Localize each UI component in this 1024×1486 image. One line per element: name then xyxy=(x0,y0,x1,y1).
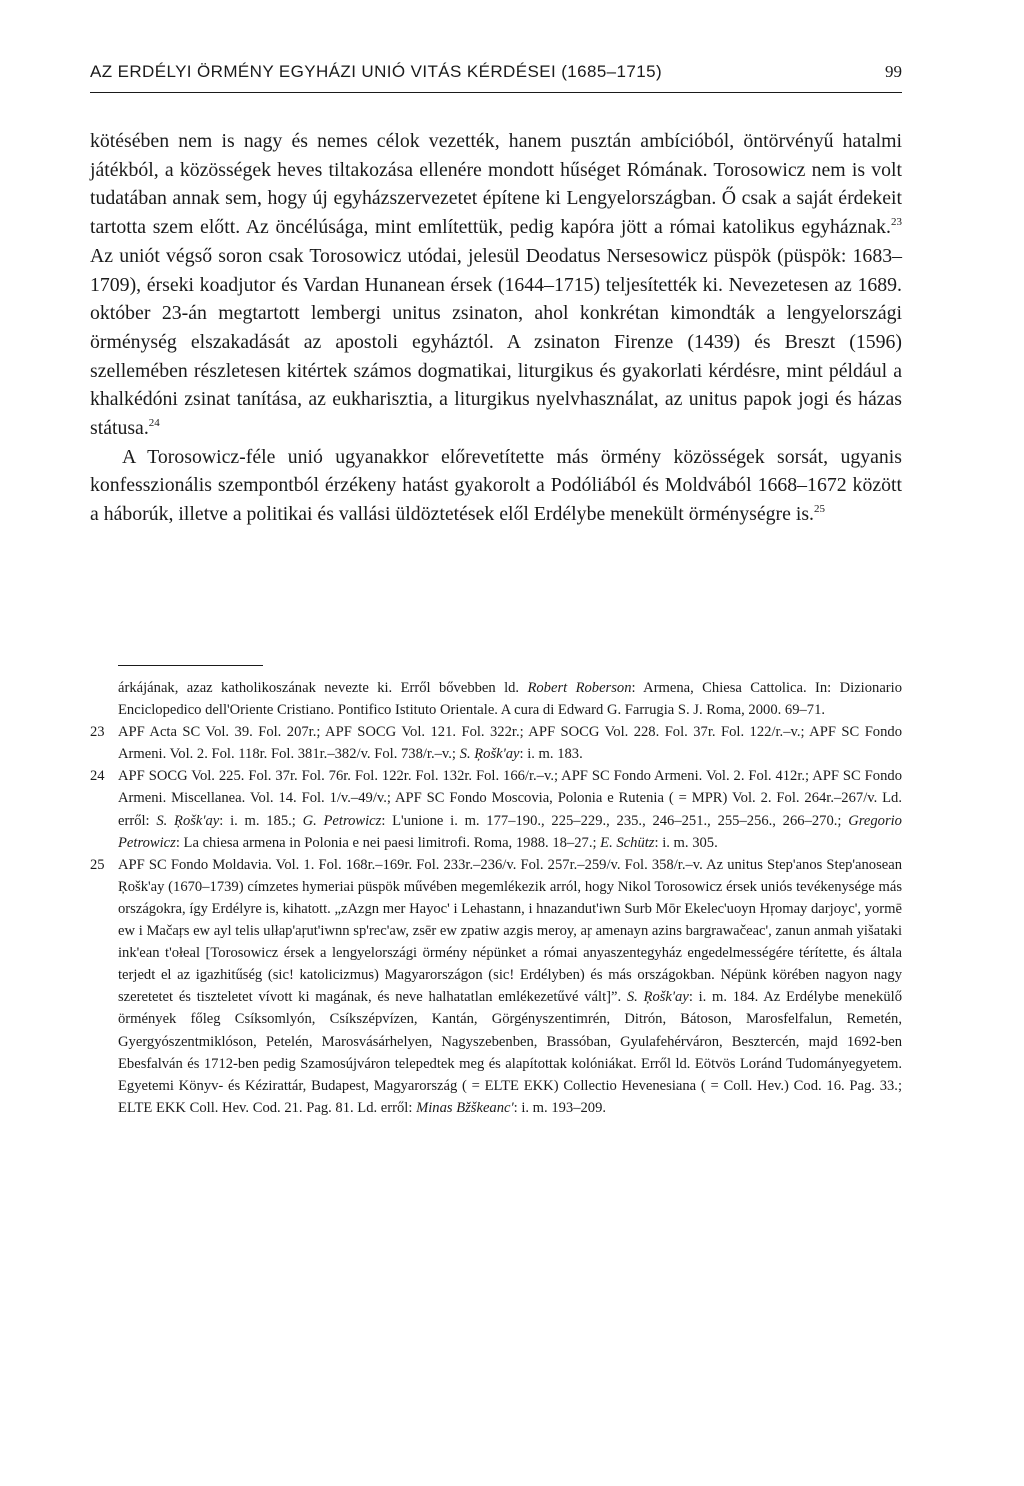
footnote-23-text-a: APF Acta SC Vol. 39. Fol. 207r.; APF SOCG Vol. 121. Fol. 322r.; APF SOCG Vol. 228. Fol. 37r. Fol. 122/r.–v.; APF SC Fondo Armeni. Vol. 2. Fol. 118r. Fol. 381r.–382/v. Fol. 738/r.–v.; xyxy=(118,724,902,763)
footnote-separator xyxy=(118,665,263,666)
footnote-ref-23[interactable]: 23 xyxy=(891,216,902,229)
footnote-23-text-b: : i. m. 183. xyxy=(519,746,583,763)
footnote-24-text-a: APF SOCG Vol. 225. Fol. 37r. Fol. 76r. Fol. 122r. Fol. 132r. Fol. 166/r.–v.; APF SC Fondo Armeni. Vol. 2. Fol. 412r.; APF SC Fondo Armeni. Miscellanea. Vol. 14. Fol. 1/v.–49/v.; APF SC Fondo Moscovia, Polonia e Rutenia ( = MPR) Vol. 2. Fol. 264r.–267/v. Ld. erről: xyxy=(118,768,902,829)
paragraph-1-text-b: Az uniót végső soron csak Torosowicz utódai, jelesül Deodatus Nersesowicz püspök (püspök: 1683–1709), érseki koadjutor és Vardan Hunanean érsek (1644–1715) teljesítették ki. Nevezetesen az 1689. október 23-án megtartott lembergi unitus zsinaton, ahol konkrétan kimondták a lengyelországi örménység elszakadását az apostoli egyháztól. A zsinaton Firenze (1439) és Breszt (1596) szellemében részletesen kitértek számos dogmatikai, liturgikus és gyakorlati kérdésre, mint például a khalkédóni zsinat tanítása, az eukharisztia, a liturgikus nyelvhasználat, az unitus papok jogi és házas státusa. xyxy=(90,244,902,440)
footnote-23-author: S. Ŗošk'ay xyxy=(459,746,520,763)
footnote-25 xyxy=(90,854,902,1119)
paragraph-1-text-a: kötésében nem is nagy és nemes célok vezették, hanem pusztán ambícióból, öntörvényű hatalmi játékból, a közösségek heves tiltakozása ellenére mondott hűséget Rómának. Torosowicz nem is volt tudatában annak sem, hogy új egyházszervezetet építene ki Lengyelországban. Ő csak a saját érdekeit tartotta szem előtt. Az öncélúsága, mint említettük, pedig kapóra jött a római katolikus egyháznak. xyxy=(90,130,902,239)
page-number: 99 xyxy=(885,62,902,81)
footnote-25-text-a: APF SC Fondo Moldavia. Vol. 1. Fol. 168r.–169r. Fol. 233r.–236/v. Fol. 257r.–259/v. Fol. 358/r.–v. Az unitus Step'anos Step'anosean Ŗošk'ay (1670–1739) címzetes hymeriai püspök művében megemlékezik arról, hogy Nikol Torosowicz érsek uniós tevékenysége más országokra, így Erdélyre is, kihatott. „zAzgn mer Hayoc' i Lehastann, i hnazandut'iwn Surb Mōr Ekelec'uoyn Hŗomay darjoyc', yormē ew i Mačaŗs ew ayl telis ulłap'aŗut'iwnn sp'rec'aw, zsēr ew zpatiw azgis meroy, aŗ amenayn azins bargrawačeac', zanun anmah yišataki ink'ean t'ołeal [Torosowicz érsek a lengyelországi örmény népünket a római anyaszentegyház engedelmességére térítette, és általa terjedt el az igazhitűség (sic! katolicizmus) Magyarországon (sic! Erdélyben) és más országokban. Népünk körében nagyon nagy szeretetet és tiszteletet vívott ki magának, és neve halhatatlan emlékezetűvé vált]”. xyxy=(118,856,902,1006)
running-title: AZ ERDÉLYI ÖRMÉNY EGYHÁZI UNIÓ VITÁS KÉRDÉSEI (1685–1715) xyxy=(90,62,663,81)
footnote-25-text-c: : i. m. 193–209. xyxy=(513,1099,607,1116)
footnote-24-text-d: : La chiesa armena in Polonia e nei paesi limitrofi. Roma, 1988. 18–27.; xyxy=(175,834,601,851)
footnote-24-author-4: E. Schütz xyxy=(600,834,655,851)
footnote-number: 25 xyxy=(90,856,105,873)
footnote-number: 24 xyxy=(90,768,105,785)
footnote-24 xyxy=(90,765,902,853)
footnote-cont-text-b: : Armena, Chiesa Cattolica. In: Dizionario Enciclopedico dell'Oriente Cristiano. Pontifico Istituto Orientale. A cura di Edward G. Farrugia S. J. Roma, 2000. 69–71. xyxy=(118,680,903,719)
running-header xyxy=(90,58,902,93)
footnote-24-author-1: S. Ŗošk'ay xyxy=(156,812,220,829)
footnote-25-author-1: S. Ŗošk'ay xyxy=(626,989,689,1006)
footnote-24-author-3: Gregorio Petrowicz xyxy=(118,812,902,851)
paragraph-2-text: A Torosowicz-féle unió ugyanakkor előrevetítette más örmény közösségek sorsát, ugyanis konfesszionális szempontból érzékeny hatást gyakorolt a Podóliából és Moldvából 1668–1672 között a háborúk, illetve a politikai és vallási üldöztetések elől Erdélybe menekült örménységre is. xyxy=(90,445,902,526)
footnote-25-author-2: Minas Bžškeanc' xyxy=(416,1099,514,1116)
footnote-cont-author: Robert Roberson xyxy=(527,680,632,696)
footnote-ref-24[interactable]: 24 xyxy=(148,417,160,430)
footnote-25-text-b: : i. m. 184. Az Erdélybe menekülő örmények főleg Csíksomlyón, Csíkszépvízen, Kantán, Görgényszentimrén, Ditrón, Bátoson, Marosfelfalun, Remetén, Gyergyószentmiklóson, Petelén, Marosvásárhelyen, Nagyszebenben, Brassóban, Gyulafehérváron, Besztercén, majd 1692-ben Ebesfalván és 1712-ben pedig Szamosújváron telepedtek meg és alapítottak kolóniákat. Erről ld. Eötvös Loránd Tudományegyetem. Egyetemi Könyv- és Kézirattár, Budapest, Magyarország ( = ELTE EKK) Collectio Hevenesiana ( = Coll. Hev.) Cod. 16. Pag. 33.; ELTE EKK Coll. Hev. Cod. 21. Pag. 81. Ld. erről: xyxy=(118,989,902,1116)
footnote-23 xyxy=(90,721,902,765)
footnote-ref-25[interactable]: 25 xyxy=(814,503,825,516)
footnote-24-author-2: G. Petrowicz xyxy=(302,812,382,829)
main-text xyxy=(90,127,902,529)
footnote-24-text-c: : L'unione i. m. 177–190., 225–229., 235., 246–251., 255–256., 266–270.; xyxy=(381,812,849,829)
footnote-continuation xyxy=(90,677,902,721)
paragraph-2 xyxy=(90,443,902,529)
footnote-24-text-e: : i. m. 305. xyxy=(654,834,718,851)
footnote-cont-text-a: árkájának, azaz katholikoszának nevezte ki. Erről bővebben ld. xyxy=(118,680,528,696)
paragraph-1 xyxy=(90,127,902,443)
footnote-number: 23 xyxy=(90,724,105,741)
footnotes xyxy=(90,677,902,1119)
footnote-24-text-b: : i. m. 185.; xyxy=(219,812,303,829)
